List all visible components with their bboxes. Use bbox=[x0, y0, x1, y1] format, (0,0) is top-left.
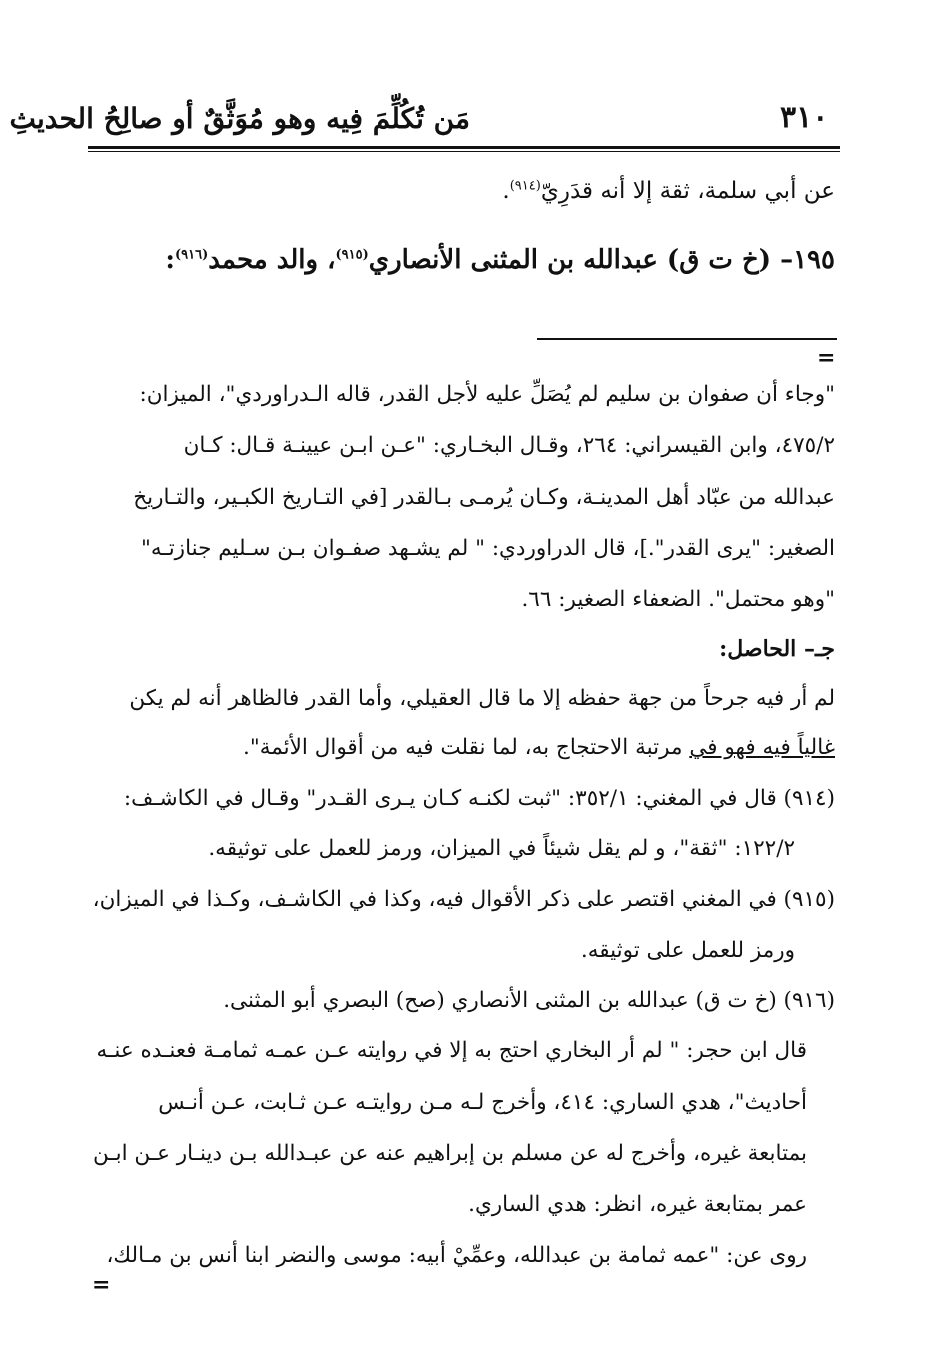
header-rule-thin bbox=[88, 151, 840, 152]
footnote-916-line: عمر بمتابعة غيره، انظر: هدي الساري. bbox=[468, 1192, 807, 1217]
footnote-line: "وهو محتمل". الضعفاء الصغير: ٦٦. bbox=[521, 587, 835, 612]
footnote-ref[interactable]: (٩١٤) bbox=[509, 178, 541, 194]
footnote-914-cont: ١٢٢/٢: "ثقة"، و لم يقل شيئاً في الميزان، ورمز للعمل على توثيقه. bbox=[208, 836, 795, 861]
summary-heading: جـ– الحاصل: bbox=[719, 636, 835, 662]
footnote-914: (٩١٤) قال في المغني: ٣٥٢/١: "ثبت لكنـه كـان يـرى القـدر" وقـال في الكاشـف: bbox=[123, 786, 835, 811]
footnote-line: "وجاء أن صفوان بن سليم لم يُصَلِّ عليه لأجل القدر، قاله الـدراوردي"، الميزان: bbox=[139, 382, 835, 407]
summary-line: لم أر فيه جرحاً من جهة حفظه إلا ما قال العقيلي، وأما القدر فالظاهر أنه لم يكن bbox=[129, 686, 835, 711]
footnote-916-line: قال ابن حجر: " لم أر البخاري احتج به إلا في روايته عـن عمـه ثمامـة فعنـده عنـه bbox=[96, 1038, 807, 1063]
footnote-916-line: بمتابعة غيره، وأخرج له عن مسلم بن إبراهيم عنه عن عبـدالله بـن دينـار عـن ابـن bbox=[92, 1141, 807, 1166]
footnote-916-line: روى عن: "عمه ثمامة بن عبدالله، وعمِّيْ أبيه: موسى والنضر ابنا أنس بن مـالك، bbox=[106, 1243, 807, 1268]
header-rule-thick bbox=[88, 146, 840, 149]
underlined-phrase: غالياً فيه فهو في bbox=[689, 735, 835, 760]
footnote-915-cont: ورمز للعمل على توثيقه. bbox=[580, 938, 795, 963]
page-number: ٣١٠ bbox=[780, 100, 829, 135]
main-text-line: عن أبي سلمة، ثقة إلا أنه قدَرِيّ$^{(٩١٤)}$. bbox=[502, 178, 835, 204]
footnote-separator bbox=[537, 338, 837, 340]
summary-line bbox=[243, 735, 835, 760]
footnote-916: (٩١٦) (خ ت ق) عبدالله بن المثنى الأنصاري (صح) البصري أبو المثنى. bbox=[223, 988, 835, 1013]
footnote-ref[interactable]: (٩١٥) bbox=[335, 247, 369, 263]
entry-heading: ١٩٥– (خ ت ق) عبدالله بن المثنى الأنصاري$^{(٩١٥)}$، والد محمد$^{(٩١٦)}$: bbox=[165, 245, 835, 275]
continuation-marker: = bbox=[92, 1272, 111, 1298]
running-title: مَن تُكُلِّمَ فِيه وهو مُوَثَّقٌ أو صالِحُ الحديثِ bbox=[9, 102, 470, 135]
footnote-916-line: أحاديث"، هدي الساري: ٤١٤، وأخرج لـه مـن روايتـه عـن ثـابت، عـن أنـس bbox=[158, 1090, 807, 1115]
footnote-line: عبدالله من عبّاد أهل المدينـة، وكـان يُرمـى بـالقدر [في التـاريخ الكبـير، والتـاريخ bbox=[133, 485, 835, 510]
footnote-915: (٩١٥) في المغني اقتصر على ذكر الأقوال فيه، وكذا في الكاشـف، وكـذا في الميزان، bbox=[92, 887, 835, 912]
continuation-marker: = bbox=[817, 345, 836, 371]
footnote-line: الصغير: "يرى القدر".]، قال الدراوردي: " لم يشـهد صفـوان بـن سـليم جنازتـه" bbox=[140, 536, 835, 561]
footnote-line: ٤٧٥/٢، وابن القيسراني: ٢٦٤، وقـال البخـاري: "عـن ابـن عيينـة قـال: كـان bbox=[183, 433, 835, 458]
footnote-ref[interactable]: (٩١٦) bbox=[175, 247, 209, 263]
summary-line-rest: مرتبة الاحتجاج به، لما نقلت فيه من أقوال الأئمة". bbox=[243, 735, 683, 760]
